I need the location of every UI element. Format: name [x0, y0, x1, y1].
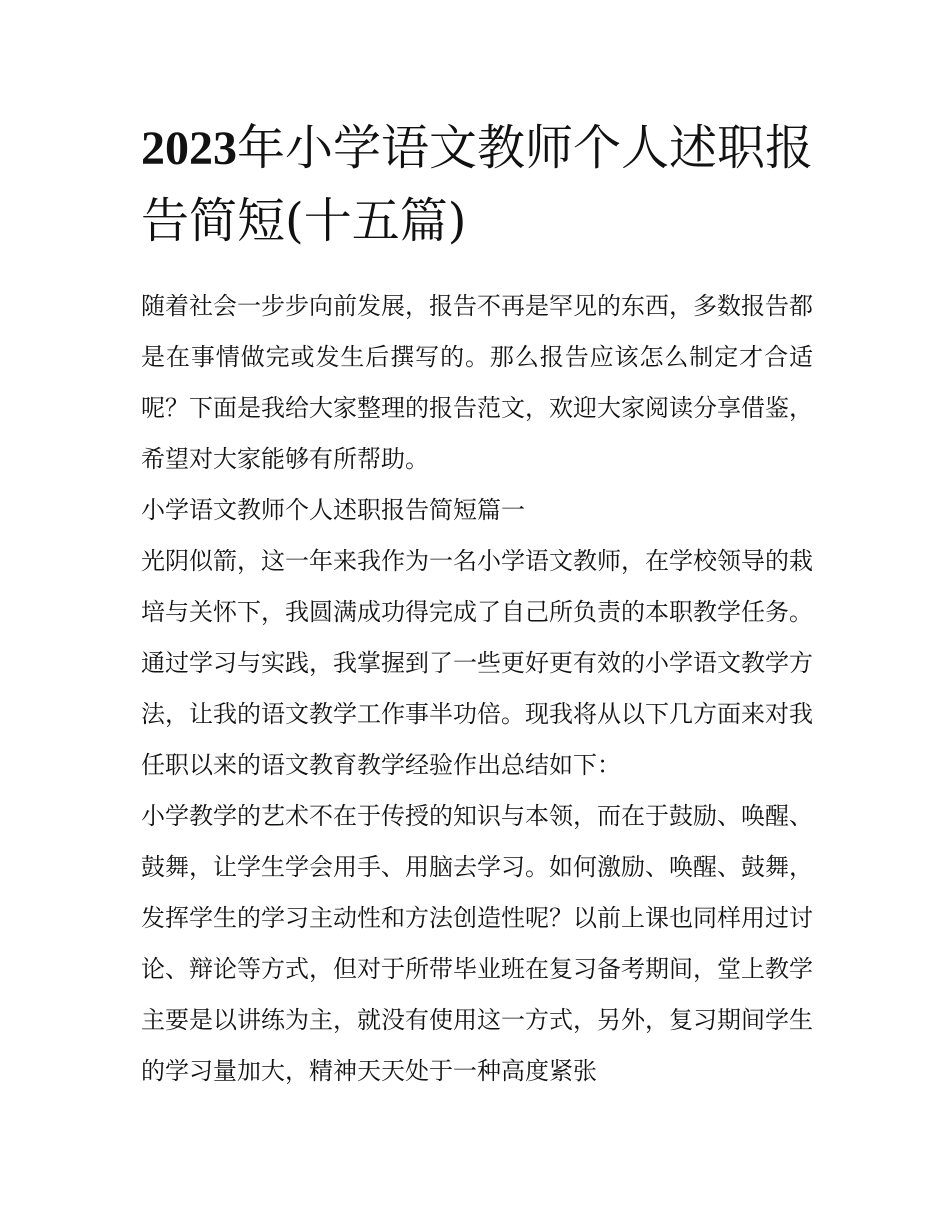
- body-paragraph-2: 小学教学的艺术不在于传授的知识与本领，而在于鼓励、唤醒、鼓舞，让学生学会用手、用脑去学习。如何激励、唤醒、鼓舞，发挥学生的学习主动性和方法创造性呢？以前上课也同样用过讨论、辩论等方式，但对于所带毕业班在复习备考期间，堂上教学主要是以讲练为主，就没有使用这一方式，另外，复习期间学生的学习量加大，精神天天处于一种高度紧张: [141, 802, 813, 1085]
- body-paragraph-1: 光阴似箭，这一年来我作为一名小学语文教师，在学校领导的栽培与关怀下，我圆满成功得完成了自己所负责的本职教学任务。通过学习与实践，我掌握到了一些更好更有效的小学语文教学方法，让我的语文教学工作事半功倍。现我将从以下几方面来对我任职以来的语文教育教学经验作出总结如下：: [141, 547, 813, 779]
- document-title: [141, 112, 813, 257]
- title-text: 年小学语文教师个人述职报告简短(十五篇): [141, 120, 814, 249]
- intro-paragraph: 随着社会一步步向前发展，报告不再是罕见的东西，多数报告都是在事情做完或发生后撰写的。那么报告应该怎么制定才合适呢？下面是我给大家整理的报告范文，欢迎大家阅读分享借鉴，希望对大家能够有所帮助。: [141, 292, 813, 473]
- section-heading: 小学语文教师个人述职报告简短篇一: [141, 496, 525, 524]
- title-year: 2023: [141, 122, 237, 175]
- document-body: [141, 112, 813, 1097]
